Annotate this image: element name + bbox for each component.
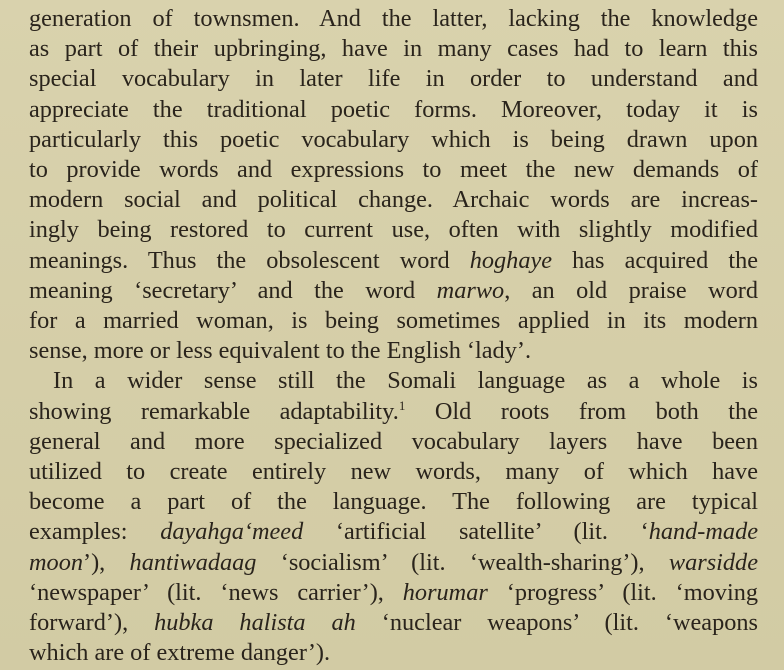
text-line	[29, 276, 758, 306]
literal-gloss: moon	[29, 548, 83, 576]
text-segment: Old roots from both the	[405, 397, 758, 425]
text-line	[29, 548, 758, 578]
text-line	[29, 246, 758, 276]
somali-term: horumar	[402, 578, 488, 606]
text-segment: has acquired the	[552, 246, 758, 274]
text-segment: , an old praise word	[504, 276, 758, 304]
text-line: to provide words and expressions to meet the new demands of	[29, 156, 758, 184]
text-line: sense, more or less equivalent to the English ‘lady’.	[29, 337, 532, 365]
text-line	[29, 578, 758, 608]
text-line: ingly being restored to current use, often with slightly modified	[29, 216, 758, 244]
text-line: special vocabulary in later life in order to understand and	[29, 65, 758, 93]
text-line: as part of their upbringing, have in many cases had to learn this	[29, 35, 758, 63]
text-line: particularly this poetic vocabulary which is being drawn upon	[29, 125, 758, 153]
text-line: utilized to create entirely new words, many of which have	[29, 458, 758, 486]
somali-term: hubka halista ah	[154, 609, 356, 637]
paragraph-1	[29, 4, 758, 366]
text-line: modern social and political change. Archaic words are increas-	[29, 186, 758, 214]
paragraph-2	[29, 366, 758, 668]
text-line: In a wider sense still the Somali language as a whole is	[53, 367, 758, 395]
text-line: appreciate the traditional poetic forms. Moreover, today it is	[29, 95, 758, 123]
text-segment: meanings. Thus the obsolescent word	[29, 246, 470, 274]
somali-term: marwo	[436, 276, 505, 304]
text-segment: ’),	[83, 548, 130, 576]
text-line: for a married woman, is being sometimes applied in its modern	[29, 307, 758, 335]
literal-gloss: hand-made	[648, 518, 758, 546]
somali-term: hoghaye	[469, 246, 553, 274]
somali-term: hantiwadaag	[129, 548, 257, 576]
text-segment: ‘newspaper’ (lit. ‘news carrier’),	[29, 578, 403, 606]
text-line	[29, 397, 758, 427]
text-line: become a part of the language. The following are typical	[29, 488, 758, 516]
text-segment: showing remarkable adaptability.	[29, 397, 399, 425]
text-segment: meaning ‘secretary’ and the word	[29, 276, 437, 304]
footnote-mark: 1	[398, 397, 406, 413]
text-segment: examples:	[29, 518, 161, 546]
text-segment: ‘nuclear weapons’ (lit. ‘weapons	[355, 609, 758, 637]
text-segment: ‘socialism’ (lit. ‘wealth-sharing’),	[256, 548, 669, 576]
text-line: general and more specialized vocabulary layers have been	[29, 427, 758, 455]
text-segment: ‘progress’ (lit. ‘moving	[487, 578, 758, 606]
text-line: which are of extreme danger’).	[29, 639, 331, 667]
text-line: generation of townsmen. And the latter, lacking the knowledge	[29, 5, 758, 32]
text-line	[29, 517, 758, 547]
somali-term: warsidde	[668, 548, 758, 576]
text-segment: ‘artificial satellite’ (lit. ‘	[303, 518, 649, 546]
text-segment: forward’),	[29, 609, 155, 637]
text-line	[29, 608, 758, 638]
somali-term: dayahga‘meed	[160, 518, 304, 546]
